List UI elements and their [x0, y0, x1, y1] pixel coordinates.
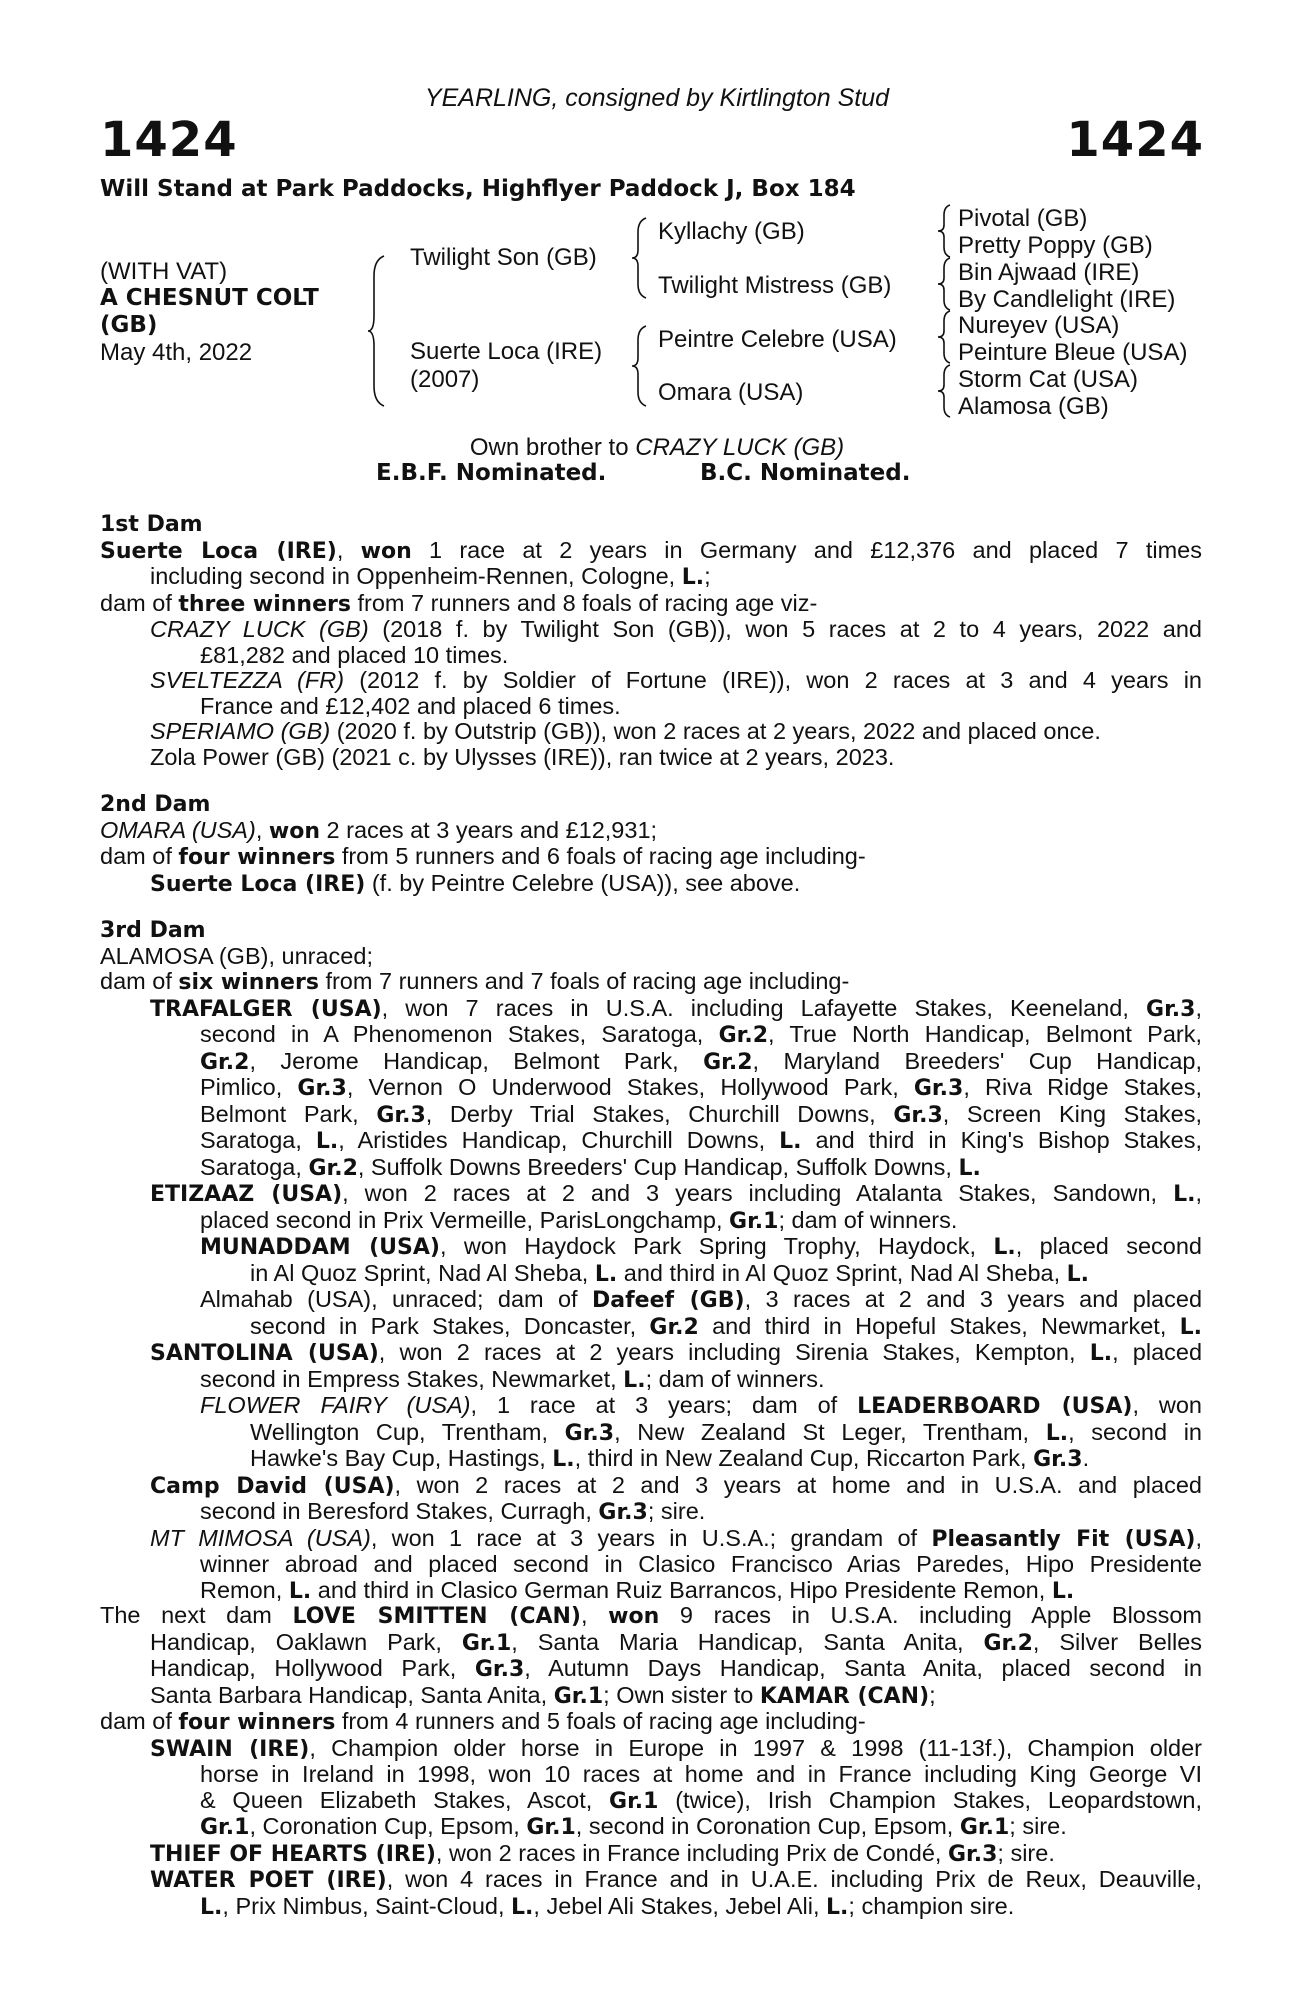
- pedigree-g2: Pretty Poppy (GB): [958, 232, 1153, 259]
- first-dam-line: SPERIAMO (GB) (2020 f. by Outstrip (GB)), won 2 races at 2 years, 2022 and placed once.: [150, 718, 1101, 744]
- first-dam-line: dam of three winners from 7 runners and 8 foals of racing age viz-: [100, 589, 818, 617]
- horse-name-line2: (GB): [100, 312, 158, 338]
- third-dam-line: second in Empress Stakes, Newmarket, L.; dam of winners.: [200, 1365, 825, 1393]
- pedigree-brace-g3: [940, 311, 952, 363]
- next-dam-line: dam of four winners from 4 runners and 5 foals of racing age including-: [100, 1708, 866, 1735]
- next-dam-line: Gr.1, Coronation Cup, Epsom, Gr.1, second in Coronation Cup, Epsom, Gr.1; sire.: [200, 1813, 1067, 1840]
- pedigree-dam-year: (2007): [410, 366, 480, 393]
- lot-number-right: 1424: [1066, 112, 1204, 168]
- first-dam-line: including second in Oppenheim-Rennen, Cologne, L.;: [150, 563, 711, 590]
- horse-name-line1: A CHESNUT COLT: [100, 285, 319, 311]
- first-dam-line: France and £12,402 and placed 6 times.: [200, 692, 621, 719]
- third-dam-line: Gr.2, Jerome Handicap, Belmont Park, Gr.2, Maryland Breeders' Cup Handicap,: [200, 1047, 1203, 1075]
- next-dam-line: WATER POET (IRE), won 4 races in France and in U.A.E. including Prix de Reux, Deauville,: [150, 1866, 1202, 1893]
- pedigree-brace-dam: [634, 326, 648, 406]
- third-dam-line: in Al Quoz Sprint, Nad Al Sheba, L. and third in Al Quoz Sprint, Nad Al Sheba, L.: [250, 1259, 1090, 1287]
- third-dam-section: [100, 918, 1202, 1604]
- pedigree-sire-sire: Kyllachy (GB): [658, 218, 805, 245]
- third-dam-line: FLOWER FAIRY (USA), 1 race at 3 years; dam of LEADERBOARD (USA), won: [200, 1392, 1202, 1419]
- pedigree-g5: Nureyev (USA): [958, 312, 1120, 339]
- pedigree-brace-g4: [940, 365, 952, 417]
- third-dam-line: SANTOLINA (USA), won 2 races at 2 years including Sirenia Stakes, Kempton, L., placed: [150, 1339, 1203, 1366]
- pedigree-dam-sire: Peintre Celebre (USA): [658, 326, 897, 353]
- pedigree-g7: Storm Cat (USA): [958, 366, 1139, 393]
- next-dam-line: SWAIN (IRE), Champion older horse in Europe in 1997 & 1998 (11-13f.), Champion older: [150, 1734, 1202, 1762]
- consignment-line: YEARLING, consigned by Kirtlington Stud: [424, 84, 890, 112]
- third-dam-line: Remon, L. and third in Clasico German Ruiz Barrancos, Hipo Presidente Remon, L.: [200, 1576, 1075, 1604]
- next-dam-line: horse in Ireland in 1998, won 10 races at home and in France including King George VI: [200, 1761, 1202, 1787]
- first-dam-section: [100, 512, 1202, 770]
- third-dam-line: ALAMOSA (GB), unraced;: [100, 942, 373, 969]
- third-dam-line: Almahab (USA), unraced; dam of Dafeef (GB), 3 races at 2 and 3 years and placed: [200, 1286, 1203, 1313]
- third-dam-line: second in Beresford Stakes, Curragh, Gr.3; sire.: [200, 1498, 706, 1525]
- first-dam-line: CRAZY LUCK (GB) (2018 f. by Twilight Son (GB)), won 5 races at 2 to 4 years, 2022 and: [150, 616, 1203, 642]
- third-dam-line: Saratoga, Gr.2, Suffolk Downs Breeders' Cup Handicap, Suffolk Downs, L.: [200, 1153, 981, 1181]
- second-dam-heading: 2nd Dam: [100, 792, 211, 817]
- pedigree-brace-g2: [940, 258, 952, 310]
- pedigree-dam-dam: Omara (USA): [658, 379, 804, 406]
- ebf-nominated: E.B.F. Nominated.: [376, 460, 607, 486]
- bc-nominated: B.C. Nominated.: [700, 460, 911, 486]
- third-dam-line: Camp David (USA), won 2 races at 2 and 3 years at home and in U.S.A. and placed: [150, 1471, 1202, 1499]
- next-dam-line: Handicap, Hollywood Park, Gr.3, Autumn Days Handicap, Santa Anita, placed second in: [150, 1655, 1203, 1682]
- third-dam-line: Belmont Park, Gr.3, Derby Trial Stakes, Churchill Downs, Gr.3, Screen King Stakes,: [200, 1100, 1203, 1128]
- next-dam-line: Handicap, Oaklawn Park, Gr.1, Santa Maria Handicap, Santa Anita, Gr.2, Silver Belles: [150, 1628, 1203, 1656]
- next-dam-line: Santa Barbara Handicap, Santa Anita, Gr.1; Own sister to KAMAR (CAN);: [150, 1681, 936, 1709]
- third-dam-line: TRAFALGER (USA), won 7 races in U.S.A. including Lafayette Stakes, Keeneland, Gr.3,: [150, 994, 1202, 1022]
- first-dam-line: £81,282 and placed 10 times.: [200, 641, 509, 668]
- vat-note: (WITH VAT): [100, 258, 228, 285]
- first-dam-line: SVELTEZZA (FR) (2012 f. by Soldier of Fortune (IRE)), won 2 races at 3 and 4 years in: [150, 667, 1202, 693]
- pedigree-brace-g1: [940, 205, 952, 257]
- second-dam-section: [100, 792, 1202, 897]
- next-dam-line: THIEF OF HEARTS (IRE), won 2 races in France including Prix de Condé, Gr.3; sire.: [150, 1839, 1055, 1867]
- pedigree-brace-main: [372, 256, 386, 406]
- third-dam-line: Pimlico, Gr.3, Vernon O Underwood Stakes, Hollywood Park, Gr.3, Riva Ridge Stakes,: [200, 1074, 1203, 1101]
- pedigree-g4: By Candlelight (IRE): [958, 286, 1176, 313]
- pedigree-g3: Bin Ajwaad (IRE): [958, 259, 1140, 286]
- stabling-location: Will Stand at Park Paddocks, Highflyer Paddock J, Box 184: [100, 176, 856, 202]
- lot-number-left: 1424: [100, 112, 238, 168]
- foaling-date: May 4th, 2022: [100, 339, 253, 366]
- third-dam-line: second in A Phenomenon Stakes, Saratoga, Gr.2, True North Handicap, Belmont Park,: [200, 1021, 1203, 1048]
- third-dam-line: Wellington Cup, Trentham, Gr.3, New Zealand St Leger, Trentham, L., second in: [250, 1418, 1202, 1446]
- third-dam-line: Saratoga, L., Aristides Handicap, Churchill Downs, L. and third in King's Bishop Stakes,: [200, 1127, 1203, 1154]
- first-dam-line: Zola Power (GB) (2021 c. by Ulysses (IRE)), ran twice at 2 years, 2023.: [150, 743, 895, 770]
- first-dam-heading: 1st Dam: [100, 512, 203, 537]
- pedigree-sire: Twilight Son (GB): [410, 244, 597, 271]
- third-dam-line: MT MIMOSA (USA), won 1 race at 3 years in U.S.A.; grandam of Pleasantly Fit (USA),: [150, 1524, 1202, 1552]
- third-dam-line: second in Park Stakes, Doncaster, Gr.2 and third in Hopeful Stakes, Newmarket, L.: [250, 1312, 1203, 1340]
- pedigree-g8: Alamosa (GB): [958, 393, 1109, 420]
- third-dam-line: Hawke's Bay Cup, Hastings, L., third in New Zealand Cup, Riccarton Park, Gr.3.: [250, 1445, 1090, 1472]
- next-dam-line: & Queen Elizabeth Stakes, Ascot, Gr.1 (twice), Irish Champion Stakes, Leopardstown,: [200, 1786, 1202, 1814]
- next-dam-line: The next dam LOVE SMITTEN (CAN), won 9 races in U.S.A. including Apple Blossom: [100, 1602, 1203, 1629]
- next-dam-line: L., Prix Nimbus, Saint-Cloud, L., Jebel Ali Stakes, Jebel Ali, L.; champion sire.: [200, 1892, 1015, 1920]
- second-dam-line: dam of four winners from 5 runners and 6 foals of racing age including-: [100, 843, 866, 870]
- pedigree-g6: Peinture Bleue (USA): [958, 339, 1188, 366]
- third-dam-line: ETIZAAZ (USA), won 2 races at 2 and 3 years including Atalanta Stakes, Sandown, L.,: [150, 1180, 1202, 1207]
- next-dam-section: [100, 1603, 1202, 1920]
- pedigree-brace-sire: [634, 218, 648, 298]
- second-dam-line: OMARA (USA), won 2 races at 3 years and £12,931;: [100, 816, 658, 844]
- second-dam-line: Suerte Loca (IRE) (f. by Peintre Celebre (USA)), see above.: [150, 869, 801, 897]
- third-dam-line: dam of six winners from 7 runners and 7 foals of racing age including-: [100, 968, 850, 995]
- third-dam-line: winner abroad and placed second in Clasico Francisco Arias Paredes, Hipo Presidente: [200, 1551, 1202, 1577]
- first-dam-line: Suerte Loca (IRE), won 1 race at 2 years in Germany and £12,376 and placed 7 times: [100, 536, 1202, 564]
- own-brother-note: Own brother to CRAZY LUCK (GB): [469, 434, 845, 461]
- pedigree-g1: Pivotal (GB): [958, 205, 1088, 232]
- third-dam-line: MUNADDAM (USA), won Haydock Park Spring Trophy, Haydock, L., placed second: [200, 1233, 1202, 1260]
- pedigree-sire-dam: Twilight Mistress (GB): [658, 272, 892, 299]
- third-dam-heading: 3rd Dam: [100, 918, 206, 943]
- pedigree-dam: Suerte Loca (IRE): [410, 338, 603, 365]
- third-dam-line: placed second in Prix Vermeille, ParisLongchamp, Gr.1; dam of winners.: [200, 1206, 958, 1234]
